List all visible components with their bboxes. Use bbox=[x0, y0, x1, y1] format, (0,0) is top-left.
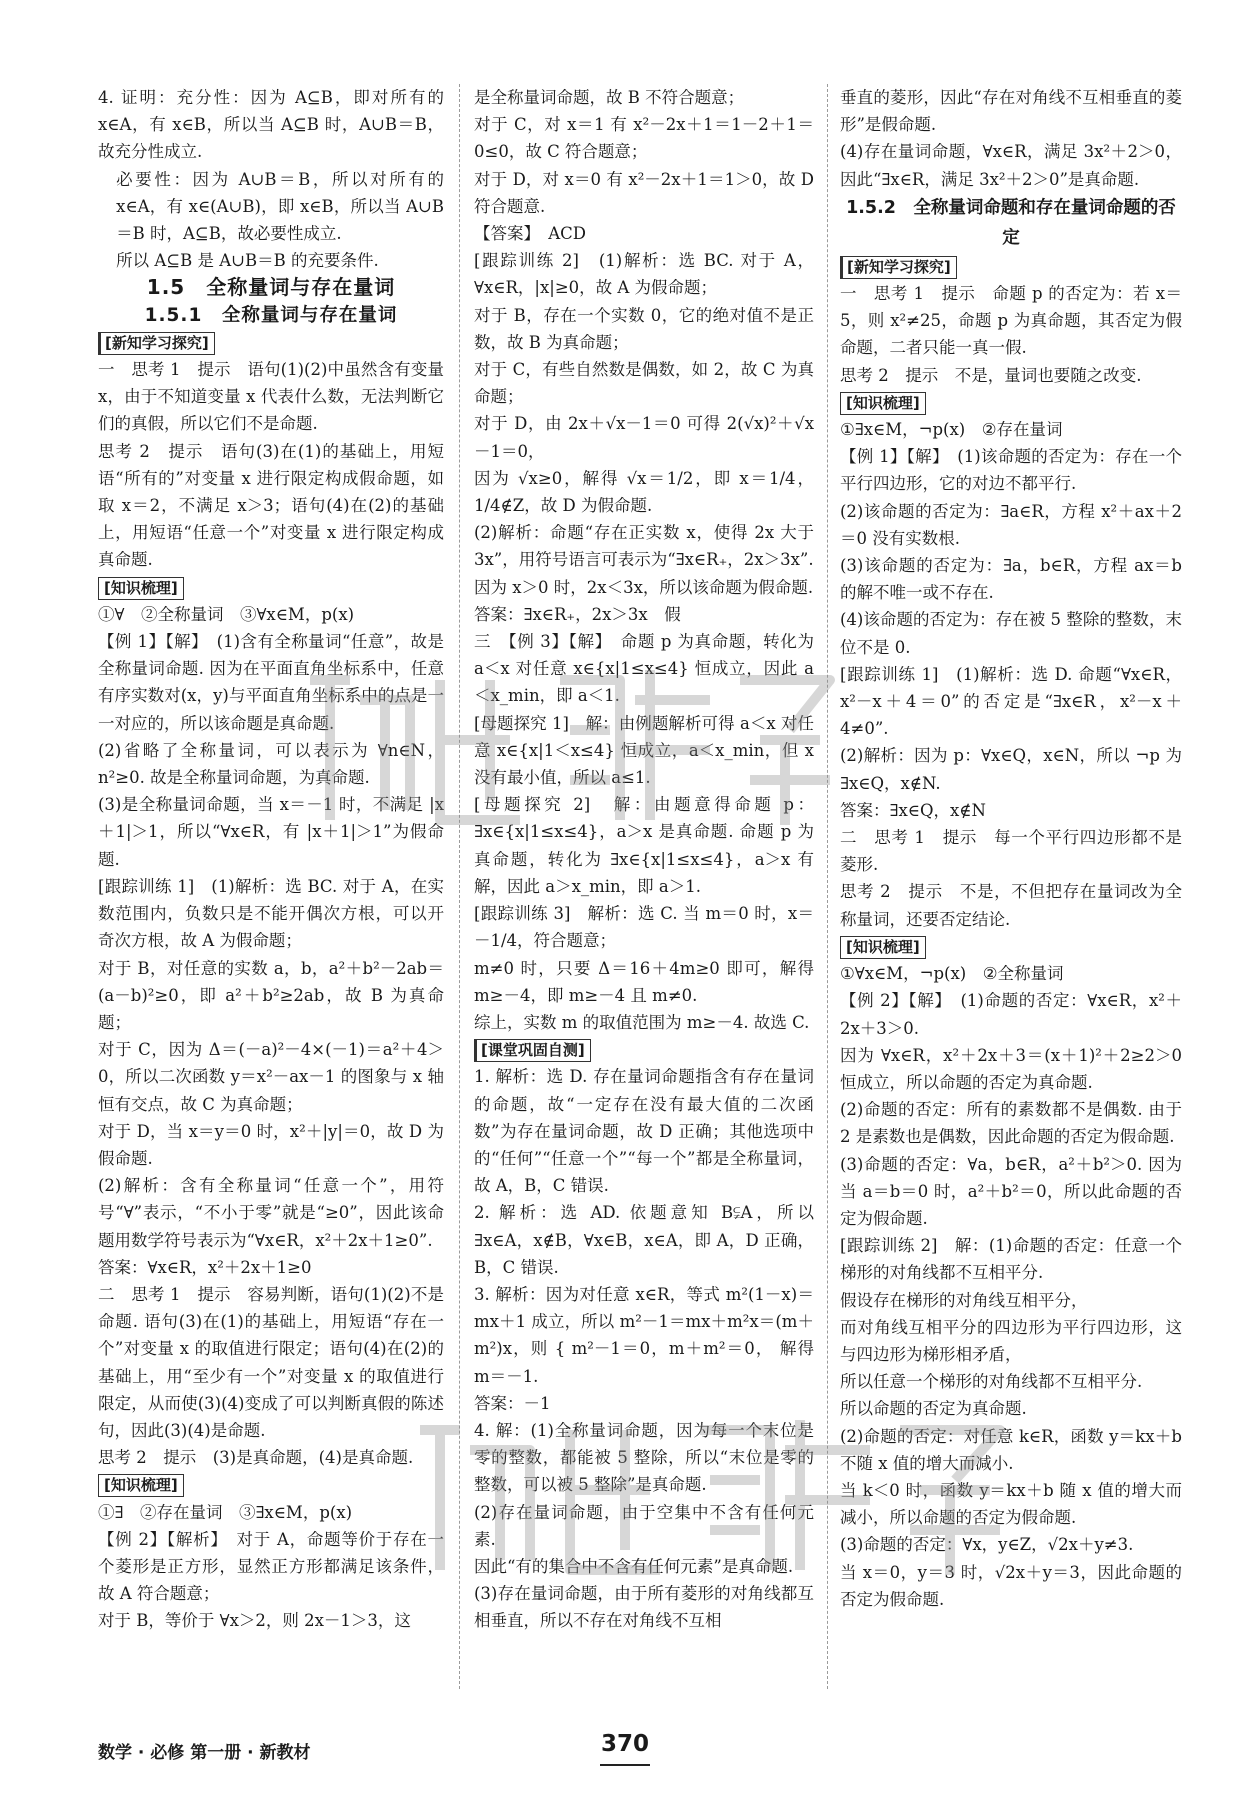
paragraph: [母题探究 1] 解：由例题解析可得 a＜x 对任意 x∈{x|1＜x≤4} 恒成立，a＜x_min，但 x 没有最小值，所以 a≤1. bbox=[474, 713, 814, 788]
paragraph: 思考 2 提示 (3)是真命题，(4)是真命题. bbox=[98, 1448, 414, 1468]
paragraph: 对于 C，因为 Δ＝(－a)²－4×(－1)＝a²＋4＞0，所以二次函数 y＝x²－ax－1 的图象与 x 轴恒有交点，故 C 为真命题； bbox=[98, 1040, 444, 1114]
paragraph: ①∀ ②全称量词 ③∀x∈M，p(x) bbox=[98, 604, 355, 624]
paragraph: (2)省略了全称量词，可以表示为 ∀n∈N，n²≥0. 故是全称量词命题，为真命题. bbox=[98, 740, 444, 788]
watermark-logo bbox=[400, 1390, 1020, 1590]
paragraph: ①∃ ②存在量词 ③∃x∈M，p(x) bbox=[98, 1502, 353, 1522]
paragraph: 对于 B，等价于 ∀x＞2，则 2x－1＞3，这 bbox=[98, 1611, 411, 1631]
paragraph: m≠0 时，只要 Δ＝16＋4m≥0 即可，解得 m≥－4，即 m≥－4 且 m≠0. bbox=[474, 958, 814, 1005]
section-tag: [知识梳理] bbox=[840, 389, 1182, 416]
paragraph: (3)命题的否定：∀a，b∈R，a²＋b²＞0. 因为当 a＝b＝0 时，a²＋b²＝0，所以此命题的否定为假命题. bbox=[840, 1154, 1182, 1228]
subsection-heading: 1.5.1 全称量词与存在量词 bbox=[144, 304, 398, 326]
paragraph: 思考 2 提示 不是，量词也要随之改变. bbox=[840, 365, 1142, 385]
paragraph: (3)是全称量词命题，当 x＝－1 时，不满足 |x＋1|＞1，所以“∀x∈R，有 |x＋1|＞1”为假命题. bbox=[98, 795, 444, 869]
paragraph: 所以 A⊆B 是 A∪B＝B 的充要条件. bbox=[116, 251, 379, 271]
paragraph: (2)解析：命题“存在正实数 x，使得 2x 大于 3x”，用符号语言可表示为“∃x∈R₊，2x＞3x”. bbox=[474, 523, 814, 570]
paragraph: (2)解析：含有全称量词“任意一个”，用符号“∀”表示，“不小于零”就是“≥0”，因此该命题用数学符号表示为“∀x∈R，x²＋2x＋1≥0”. bbox=[98, 1176, 444, 1250]
paragraph: 【例 1】【解】 (1)该命题的否定为：存在一个平行四边形，它的对边不都平行. bbox=[840, 447, 1182, 494]
paragraph: 三 【例 3】【解】 命题 p 为真命题，转化为 a＜x 对任意 x∈{x|1≤x≤4} 恒成立，因此 a＜x_min，即 a＜1. bbox=[474, 632, 814, 706]
section-heading: 1.5 全称量词与存在量词 bbox=[146, 275, 396, 300]
paragraph: 所以任意一个梯形的对角线都不互相平分. bbox=[840, 1372, 1143, 1392]
subsection-heading: 1.5.2 全称量词命题和存在量词命题的否定 bbox=[846, 197, 1176, 248]
paragraph: 因为 x＞0 时，2x＜3x，所以该命题为假命题. bbox=[474, 577, 814, 597]
paragraph: 垂直的菱形，因此“存在对角线不互相垂直的菱形”是假命题. bbox=[840, 88, 1182, 135]
page-number: 370 bbox=[600, 1731, 649, 1757]
paragraph: 1. 解析：选 D. 存在量词命题指含有存在量词的命题，故“一定存在没有最大值的二次函数”为存在量词命题，故 D 正确；其他选项中的“任何”“任意一个”“每一个”都是全称量词，故 A，B，C 错误. bbox=[474, 1067, 814, 1196]
paragraph: (3)该命题的否定为：∃a，b∈R，方程 ax＝b 的解不唯一或不存在. bbox=[840, 556, 1182, 603]
paragraph: 因为 √x≥0，解得 √x＝1/2，即 x＝1/4，1/4∉Z，故 D 为假命题. bbox=[474, 468, 814, 516]
paragraph: 对于 D，由 2x＋√x－1＝0 可得 2(√x)²＋√x－1＝0， bbox=[474, 414, 814, 461]
section-tag: [课堂巩固自测] bbox=[474, 1036, 814, 1063]
paragraph: 对于 B，对任意的实数 a，b，a²＋b²－2ab＝(a－b)²≥0，即 a²＋b²≥2ab，故 B 为真命题； bbox=[98, 958, 444, 1032]
paragraph: 一 思考 1 提示 命题 p 的否定为：若 x＝5，则 x²≠25，命题 p 为真命题，其否定为假命题，二者只能一真一假. bbox=[840, 284, 1182, 358]
paragraph: 【例 2】【解】 (1)命题的否定：∀x∈R，x²＋2x＋3＞0. bbox=[840, 991, 1182, 1038]
paragraph: 必要性：因为 A∪B＝B，所以对所有的 x∈A，有 x∈(A∪B)，即 x∈B，所以当 A∪B＝B 时，A⊆B，故必要性成立. bbox=[116, 169, 444, 244]
paragraph: ①∀x∈M，¬p(x) ②全称量词 bbox=[840, 964, 1064, 984]
paragraph: (4)该命题的否定为：存在被 5 整除的整数，末位不是 0. bbox=[840, 610, 1182, 657]
paragraph: 二 思考 1 提示 容易判断，语句(1)(2)不是命题. 语句(3)在(1)的基础上，用短语“存在一个”对变量 x 的取值进行限定；语句(4)在(2)的基础上，用“至少有一个”对变量 x 的取值进行限定，从而使(3)(4)变成了可以判断真假的陈述句，因此(3)(4)是命题. bbox=[98, 1284, 444, 1440]
paragraph: (2)解析：因为 p：∀x∈Q，x∈N，所以 ¬p 为 ∃x∈Q，x∉N. bbox=[840, 746, 1182, 793]
section-tag: [知识梳理] bbox=[98, 1471, 444, 1498]
paragraph: [跟踪训练 1] (1)解析：选 BC. 对于 A，在实数范围内，负数只是不能开偶次方根，可以开奇次方根，故 A 为假命题； bbox=[98, 876, 444, 951]
answer-line: 答案：－1 bbox=[474, 1393, 551, 1413]
answer-line: 【答案】 ACD bbox=[474, 224, 587, 244]
answer-line: 答案：∀x∈R，x²＋2x＋1≥0 bbox=[98, 1257, 312, 1277]
paragraph: 对于 C，有些自然数是偶数，如 2，故 C 为真命题； bbox=[474, 360, 814, 407]
paragraph: 综上，实数 m 的取值范围为 m≥－4. 故选 C. bbox=[474, 1012, 810, 1032]
paragraph: [跟踪训练 3] 解析：选 C. 当 m＝0 时，x＝－1/4，符合题意； bbox=[474, 904, 814, 951]
paragraph: 对于 D，对 x＝0 有 x²－2x＋1＝1＞0，故 D 符合题意. bbox=[474, 169, 814, 216]
paragraph: 二 思考 1 提示 每一个平行四边形都不是菱形. bbox=[840, 828, 1182, 875]
paragraph: [跟踪训练 2] (1)解析：选 BC. 对于 A，∀x∈R，|x|≥0，故 A 为假命题； bbox=[474, 251, 814, 298]
watermark-logo bbox=[290, 640, 850, 840]
answer-line: 答案：∃x∈Q，x∉N bbox=[840, 800, 986, 820]
section-tag: [知识梳理] bbox=[840, 933, 1182, 960]
paragraph: 因为 ∀x∈R，x²＋2x＋3＝(x＋1)²＋2≥2＞0 恒成立，所以命题的否定为真命题. bbox=[840, 1045, 1182, 1092]
paragraph: 一 思考 1 提示 语句(1)(2)中虽然含有变量 x，由于不知道变量 x 代表什么数，无法判断它们的真假，所以它们不是命题. bbox=[98, 360, 444, 434]
section-tag: [新知学习探究] bbox=[840, 253, 1182, 280]
paragraph: [母题探究 2] 解：由题意得命题 p：∃x∈{x|1≤x≤4}，a＞x 是真命题. 命题 p 为真命题，转化为 ∃x∈{x|1≤x≤4}，a＞x 有解，因此 a＞x_min，即 a＞1. bbox=[474, 795, 814, 896]
paragraph: (4)存在量词命题，∀x∈R，满足 3x²＋2＞0，因此“∃x∈R，满足 3x²＋2＞0”是真命题. bbox=[840, 142, 1182, 189]
paragraph: 3. 解析：因为对任意 x∈R，等式 m²(1－x)＝mx＋1 成立，所以 m²－1＝mx＋m²x＝(m＋m²)x，则 { m²－1＝0，m＋m²＝0， 解得 m＝－1. bbox=[474, 1284, 814, 1386]
paragraph: 而对角线互相平分的四边形为平行四边形，这与四边形为梯形相矛盾， bbox=[840, 1317, 1182, 1364]
page-number-rule bbox=[600, 1764, 650, 1766]
paragraph: 【例 1】【解】 (1)含有全称量词“任意”，故是全称量词命题. 因为在平面直角坐标系中，任意有序实数对(x，y)与平面直角坐标系中的点是一一对应的，所以该命题是真命题. bbox=[98, 632, 444, 733]
paragraph: 所以命题的否定为真命题. bbox=[840, 1399, 1027, 1419]
paragraph: 对于 D，当 x＝y＝0 时，x²＋|y|＝0，故 D 为假命题. bbox=[98, 1121, 444, 1168]
section-tag: [知识梳理] bbox=[98, 574, 444, 601]
paragraph: 思考 2 提示 语句(3)在(1)的基础上，用短语“所有的”对变量 x 进行限定构成假命题，如取 x＝2，不满足 x＞3；语句(4)在(2)的基础上，用短语“任意一个”对变量 x 进行限定构成真命题. bbox=[98, 441, 444, 570]
paragraph: [跟踪训练 1] (1)解析：选 D. 命题“∀x∈R，x²－x＋4＝0”的否定是“∃x∈R，x²－x＋4≠0”. bbox=[840, 664, 1182, 739]
paragraph: 是全称量词命题，故 B 不符合题意； bbox=[474, 88, 745, 107]
paragraph: 4. 证明：充分性：因为 A⊆B，即对所有的 x∈A，有 x∈B，所以当 A⊆B 时，A∪B＝B，故充分性成立. bbox=[98, 88, 444, 162]
answer-line: 答案：∃x∈R₊，2x＞3x 假 bbox=[474, 604, 681, 624]
paragraph: ①∃x∈M，¬p(x) ②存在量词 bbox=[840, 420, 1063, 440]
book-footer-label: 数学 · 必修 第一册 · 新教材 bbox=[98, 1743, 311, 1763]
paragraph: (2)命题的否定：对任意 k∈R，函数 y＝kx＋b 不随 x 值的增大而减小. bbox=[840, 1426, 1182, 1473]
paragraph: 2. 解析：选 AD. 依题意知 B⫋A，所以 ∃x∈A，x∉B，∀x∈B，x∈A，即 A，D 正确，B，C 错误. bbox=[474, 1203, 814, 1277]
paragraph: 因此“有的集合中不含有任何元素”是真命题. bbox=[474, 1556, 794, 1576]
paragraph: (2)存在量词命题，由于空集中不含有任何元素. bbox=[474, 1502, 814, 1549]
paragraph: (3)存在量词命题，由于所有菱形的对角线都互相垂直，所以不存在对角线不互相 bbox=[474, 1584, 814, 1631]
paragraph: 假设存在梯形的对角线互相平分， bbox=[840, 1290, 1088, 1310]
paragraph: (3)命题的否定：∀x，y∈Z，√2x＋y≠3. bbox=[840, 1535, 1134, 1555]
paragraph: 【例 2】【解析】 对于 A，命题等价于存在一个菱形是正方形，显然正方形都满足该条件，故 A 符合题意； bbox=[98, 1529, 444, 1604]
paragraph: 当 k＜0 时，函数 y＝kx＋b 随 x 值的增大而减小，所以命题的否定为假命题. bbox=[840, 1480, 1182, 1528]
paragraph: 对于 B，存在一个实数 0，它的绝对值不是正数，故 B 为真命题； bbox=[474, 305, 814, 352]
paragraph: (2)命题的否定：所有的素数都不是偶数. 由于 2 是素数也是偶数，因此命题的否定为假命题. bbox=[840, 1100, 1182, 1147]
paragraph: 对于 C，对 x＝1 有 x²－2x＋1＝1－2＋1＝0≤0，故 C 符合题意； bbox=[474, 115, 814, 162]
section-tag: [新知学习探究] bbox=[98, 329, 444, 356]
paragraph: 当 x＝0，y＝3 时，√2x＋y＝3，因此命题的否定为假命题. bbox=[840, 1562, 1182, 1609]
paragraph: 4. 解：(1)全称量词命题，因为每一个末位是零的整数，都能被 5 整除，所以“末位是零的整数，可以被 5 整除”是真命题. bbox=[474, 1420, 814, 1495]
paragraph: 思考 2 提示 不是，不但把存在量词改为全称量词，还要否定结论. bbox=[840, 882, 1182, 929]
paragraph: (2)该命题的否定为：∃a∈R，方程 x²＋ax＋2＝0 没有实数根. bbox=[840, 501, 1182, 548]
column-left bbox=[98, 84, 444, 1684]
paragraph: [跟踪训练 2] 解：(1)命题的否定：任意一个梯形的对角线都不互相平分. bbox=[840, 1236, 1182, 1283]
